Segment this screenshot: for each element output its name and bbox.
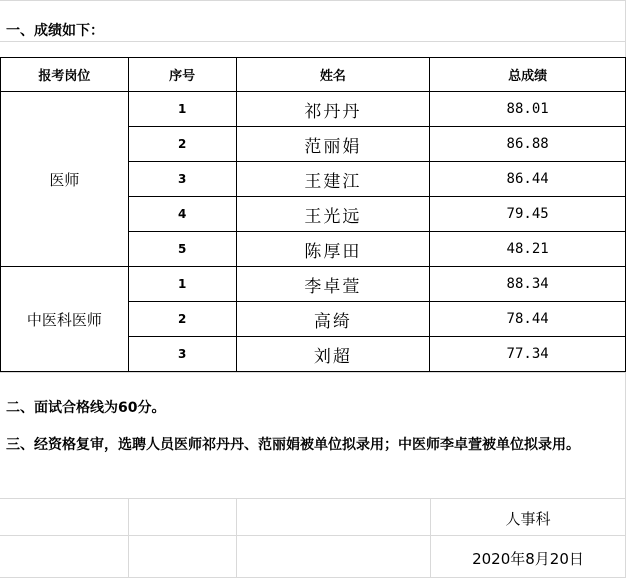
seq-cell: 3 [128,162,236,197]
header-post: 报考岗位 [1,58,129,92]
score-cell: 48.21 [430,232,626,267]
post-cell: 中医科医师 [1,267,129,372]
table-header-row [1,58,626,92]
score-cell: 88.01 [430,92,626,127]
name-cell: 王建江 [236,162,430,197]
results-heading: 一、成绩如下： [6,23,104,39]
score-cell: 78.44 [430,302,626,337]
seq-cell: 2 [128,302,236,337]
name-cell: 李卓萱 [236,267,430,302]
seq-cell: 2 [128,127,236,162]
seq-cell: 5 [128,232,236,267]
hiring-result-note: 三、经资格复审，选聘人员医师祁丹丹、范丽娟被单位拟录用；中医师李卓萱被单位拟录用。 [6,437,580,453]
grid-line [128,498,129,578]
name-cell: 陈厚田 [236,232,430,267]
name-cell: 王光远 [236,197,430,232]
grid-line [0,41,626,42]
name-cell: 范丽娟 [236,127,430,162]
score-cell: 86.44 [430,162,626,197]
score-table [0,57,626,372]
name-cell: 高绮 [236,302,430,337]
grid-line [0,0,626,1]
post-cell: 医师 [1,92,129,267]
score-cell: 86.88 [430,127,626,162]
name-cell: 祁丹丹 [236,92,430,127]
passing-line-note: 二、面试合格线为60分。 [6,400,166,416]
seq-cell: 1 [128,92,236,127]
table-row [1,92,626,127]
seq-cell: 4 [128,197,236,232]
signature-date: 2020年8月20日 [472,550,584,568]
name-cell: 刘超 [236,337,430,372]
grid-line [0,535,626,536]
score-cell: 88.34 [430,267,626,302]
header-seq: 序号 [128,58,236,92]
grid-line [236,498,237,578]
seq-cell: 1 [128,267,236,302]
table-row [1,267,626,302]
grid-line [0,498,626,499]
seq-cell: 3 [128,337,236,372]
header-name: 姓名 [236,58,430,92]
header-total: 总成绩 [430,58,626,92]
signature-department: 人事科 [505,510,551,528]
score-cell: 77.34 [430,337,626,372]
score-cell: 79.45 [430,197,626,232]
grid-line [0,372,626,373]
